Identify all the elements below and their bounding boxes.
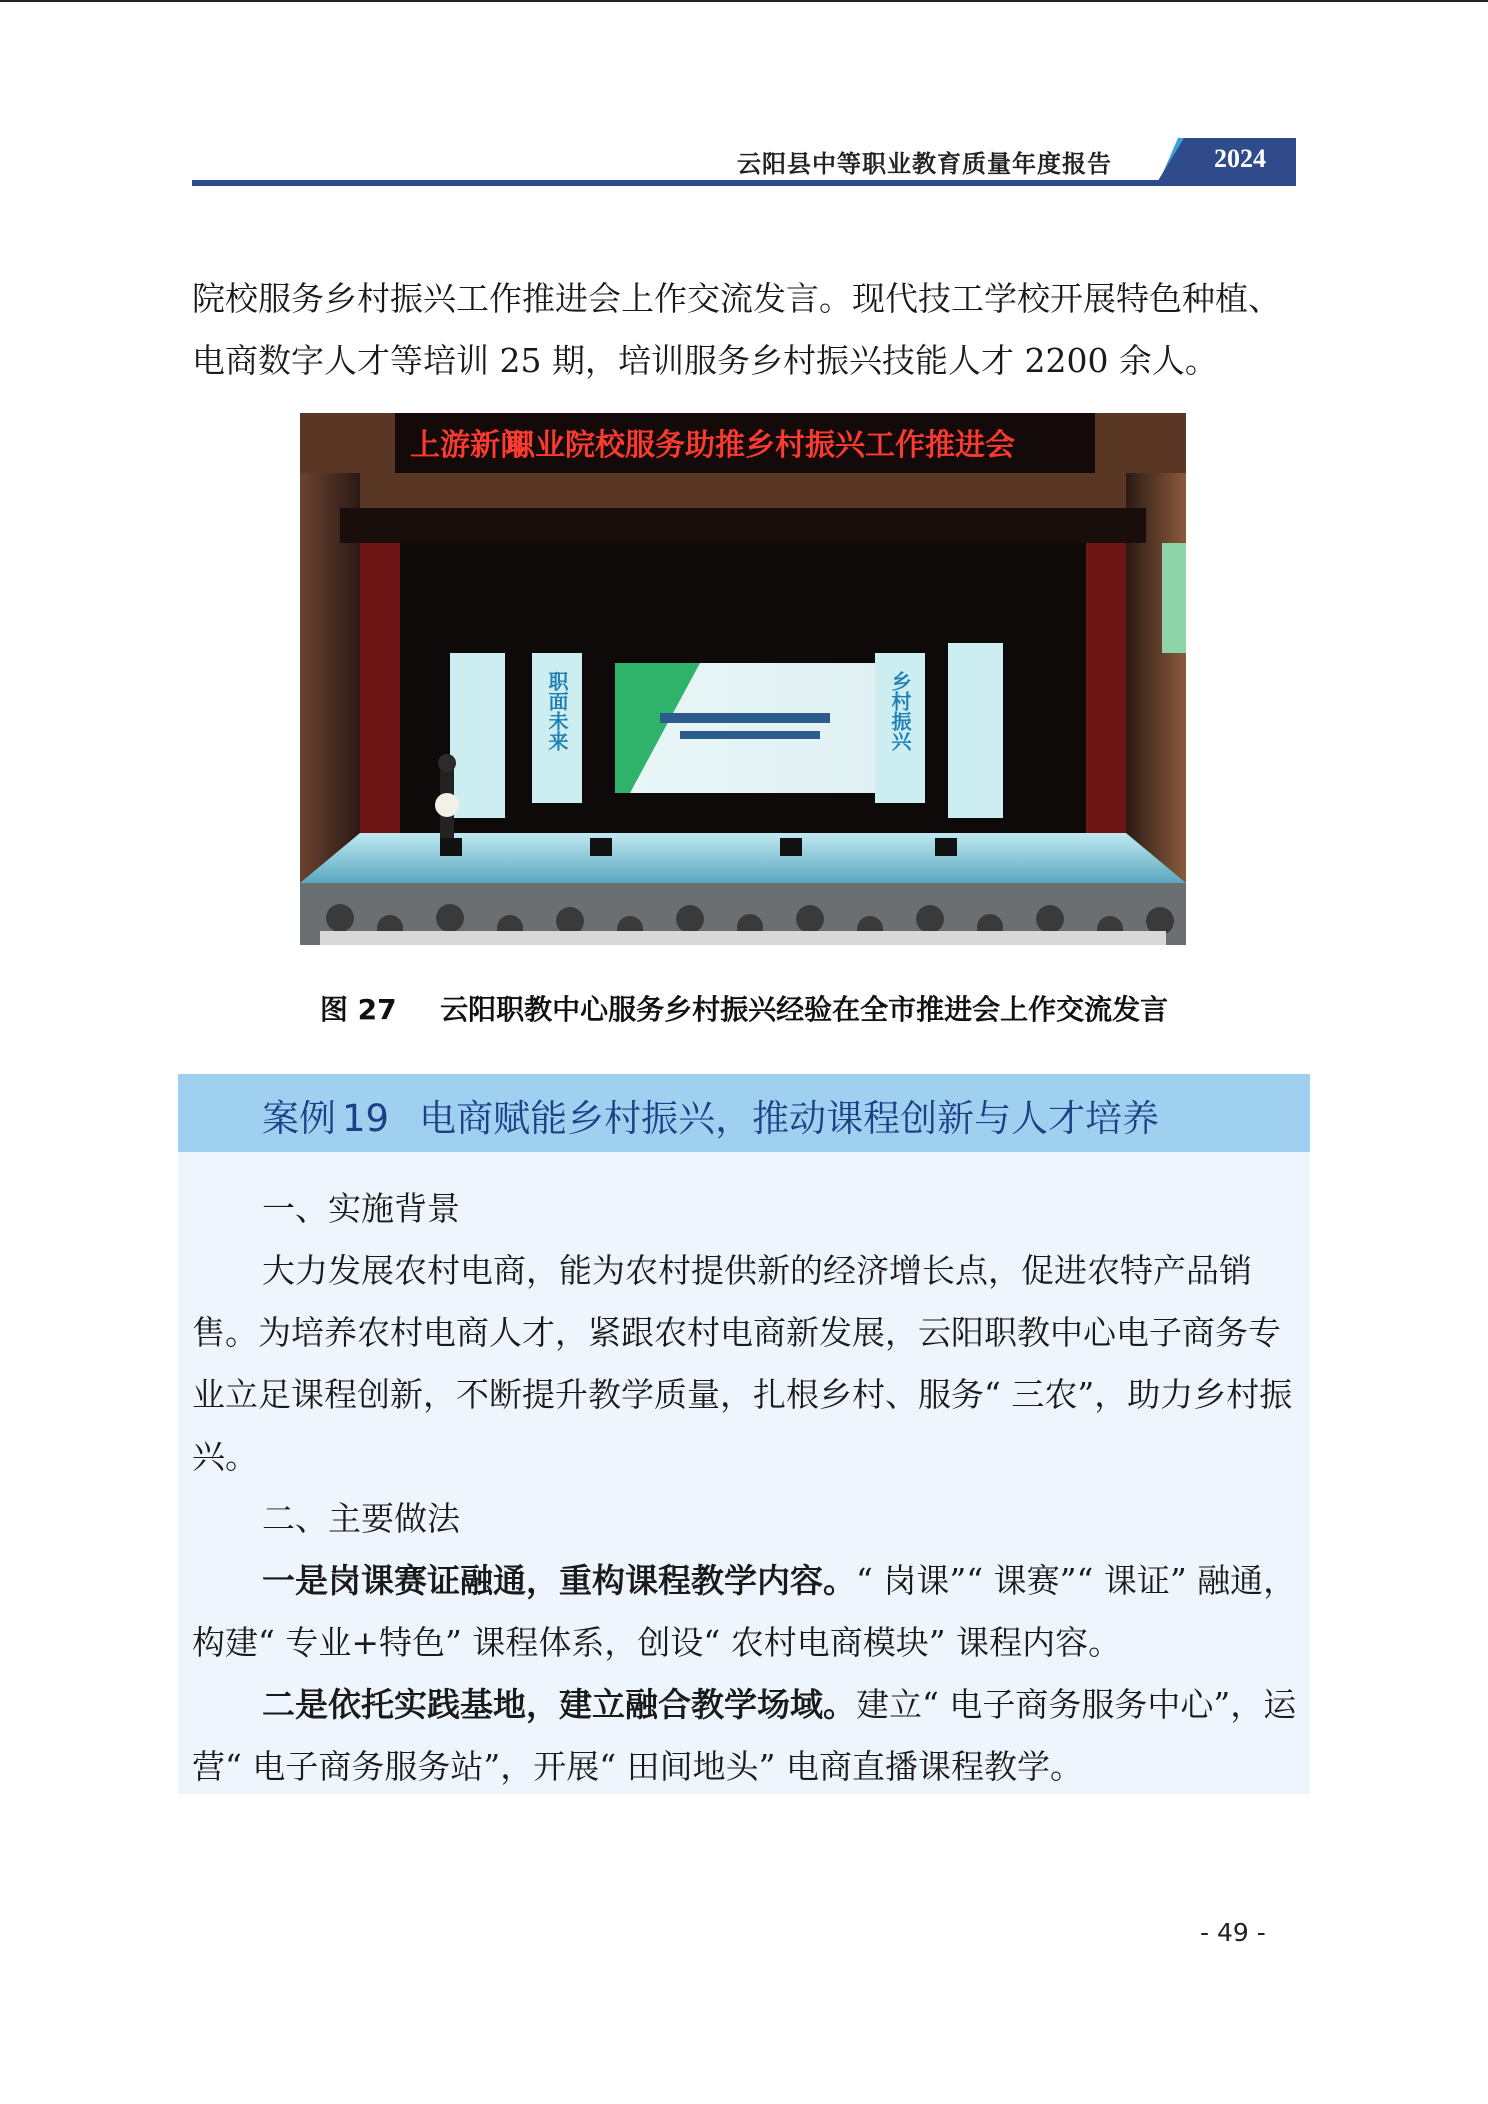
section-1-body: 大力发展农村电商，能为农村提供新的经济增长点，促进农特产品销售。为培养农村电商人才，紧跟农村电商新发展，云阳职教中心电子商务专业立足课程创新，不断提升教学质量，扎根乡村、服务“ 三农”，助力乡村振兴。 [192, 1251, 1293, 1476]
page-header [192, 138, 1296, 186]
page-number: - 49 - [1200, 1918, 1266, 1947]
section-1-heading: 一、实施背景 [262, 1189, 460, 1228]
report-title: 云阳县中等职业教育质量年度报告 [737, 149, 1112, 178]
practice-item-2-lead: 二是依托实践基地，建立融合教学场域。 [262, 1685, 856, 1724]
figure-caption [0, 988, 1488, 1028]
intro-line-2: 电商数字人才等培训 25 期，培训服务乡村振兴技能人才 2200 余人。 [192, 341, 1218, 380]
practice-item-2-body: 建立“ 电子商务服务中心”，运营“ 电子商务服务站”，开展“ 田间地头” 电商直播课程教学。 [192, 1685, 1297, 1786]
practice-item-1 [192, 1550, 1302, 1674]
side-panel-right-text: 乡村振兴 [888, 671, 912, 751]
practice-item-1-body: “ 岗课”“ 课赛”“ 课证” 融通，构建“ 专业+特色” 课程体系，创设“ 农村电商模块” 课程内容。 [192, 1561, 1297, 1662]
case-study-header [178, 1074, 1310, 1152]
banner-text: 职业院校服务助推乡村振兴工作推进会 [505, 428, 1015, 463]
practice-item-2 [192, 1674, 1302, 1798]
practice-item-1-lead: 一是岗课赛证融通，重构课程教学内容。 [262, 1561, 856, 1600]
section-2-heading: 二、主要做法 [262, 1499, 460, 1538]
intro-line-1: 院校服务乡村振兴工作推进会上作交流发言。现代技工学校开展特色种植、 [192, 279, 1281, 318]
figure-label: 图 27 [319, 993, 397, 1026]
report-year: 2024 [1214, 144, 1266, 173]
case-study-title [262, 1088, 1159, 1142]
banner-logo-text: 上游新闻 [410, 428, 530, 463]
case-number: 19 [342, 1097, 390, 1140]
case-label: 案例 [262, 1097, 336, 1140]
case-study-box [178, 1074, 1310, 1794]
case-title-text: 电商赋能乡村振兴，推动课程创新与人才培养 [419, 1097, 1160, 1140]
header-rule [192, 180, 1296, 186]
figure-caption-text: 云阳职教中心服务乡村振兴经验在全市推进会上作交流发言 [440, 993, 1169, 1026]
conference-photo [300, 413, 1186, 945]
page-top-border [0, 0, 1488, 2]
side-panel-left-text: 职面未来 [545, 671, 569, 751]
